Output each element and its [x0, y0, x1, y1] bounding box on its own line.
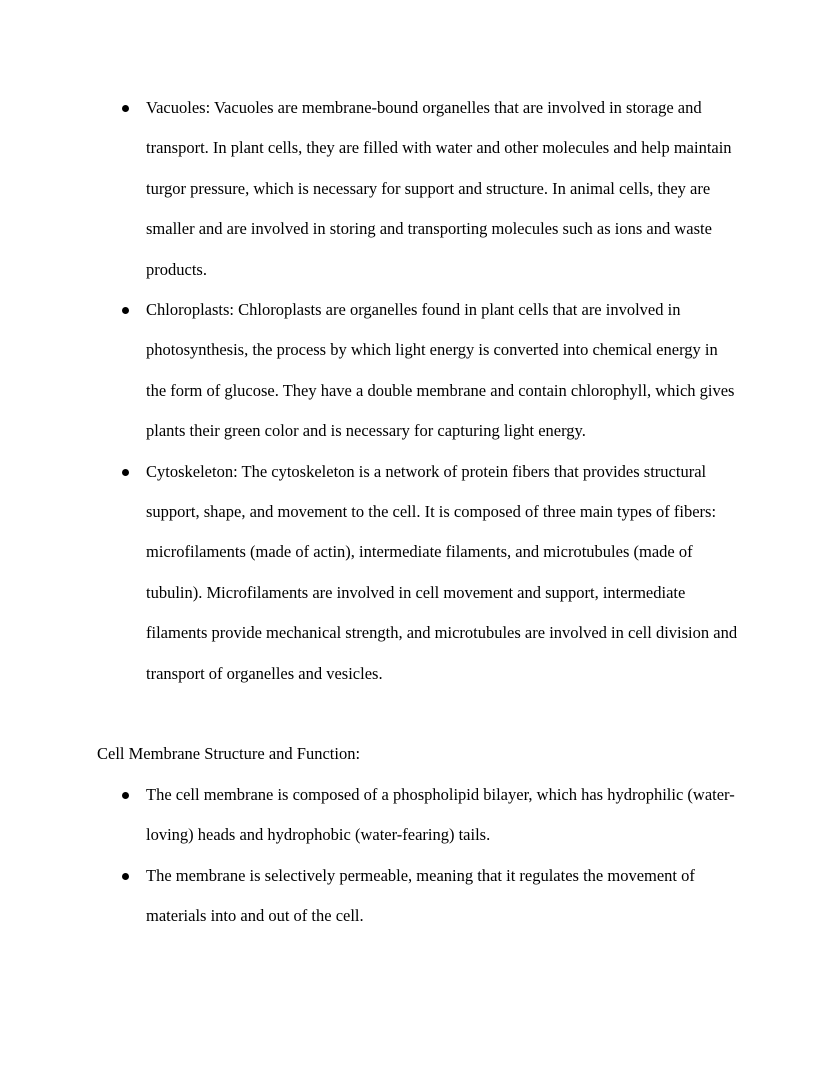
bullet-icon: [122, 792, 129, 799]
list-item-vacuoles: [97, 88, 738, 290]
bullet-icon: [122, 105, 129, 112]
list-item-selectively-permeable: [97, 856, 738, 937]
membrane-bullet-list: [97, 775, 738, 937]
list-item-phospholipid-bilayer: [97, 775, 738, 856]
bullet-icon: [122, 307, 129, 314]
list-item-text: Vacuoles: Vacuoles are membrane-bound organelles that are involved in storage and transport. In plant cells, they are filled with water and other molecules and help maintain turgor pressure, which is necessary for support and structure. In animal cells, they are smaller and are involved in storing and transporting molecules such as ions and waste products.: [146, 98, 732, 279]
list-item-text: The cell membrane is composed of a phospholipid bilayer, which has hydrophilic (water-loving) heads and hydrophobic (water-fearing) tails.: [146, 784, 735, 845]
list-item-text: The membrane is selectively permeable, meaning that it regulates the movement of materials into and out of the cell.: [146, 865, 695, 926]
list-item-text: Cytoskeleton: The cytoskeleton is a network of protein fibers that provides structural support, shape, and movement to the cell. It is composed of three main types of fibers: microfilaments (made of actin), intermediate filaments, and microtubules (made of tubulin). Microfilaments are involved in cell movement and support, intermediate filaments provide mechanical strength, and microtubules are involved in cell division and transport of organelles and vesicles.: [146, 461, 738, 683]
section-heading-cell-membrane: Cell Membrane Structure and Function:: [97, 744, 361, 764]
list-item-text: Chloroplasts: Chloroplasts are organelles found in plant cells that are involved in photosynthesis, the process by which light energy is converted into chemical energy in the form of glucose. They have a double membrane and contain chlorophyll, which gives plants their green color and is necessary for capturing light energy.: [146, 300, 735, 441]
bullet-icon: [122, 873, 129, 880]
list-item-cytoskeleton: [97, 452, 738, 694]
bullet-icon: [122, 469, 129, 476]
list-item-chloroplasts: [97, 290, 738, 452]
organelles-bullet-list: [97, 88, 738, 694]
